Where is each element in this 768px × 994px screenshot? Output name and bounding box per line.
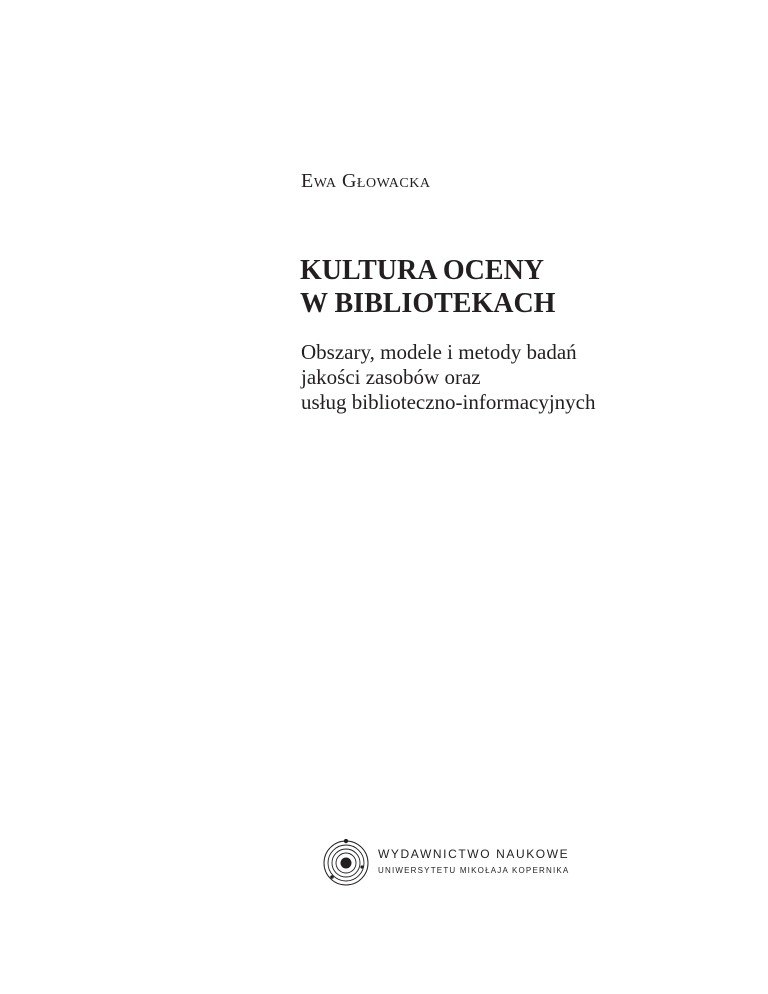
- book-title-line: KULTURA OCENY: [300, 255, 545, 286]
- book-subtitle-line: usług biblioteczno-informacyjnych: [301, 390, 596, 414]
- publisher-subname: UNIWERSYTETU MIKOŁAJA KOPERNIKA: [378, 866, 570, 875]
- author-name: Ewa Głowacka: [301, 170, 431, 192]
- concentric-orbits-icon: [322, 839, 370, 887]
- book-title-line: W BIBLIOTEKACH: [300, 288, 556, 319]
- book-subtitle-line: Obszary, modele i metody badań: [301, 340, 577, 364]
- publisher-name: WYDAWNICTWO NAUKOWE: [378, 847, 570, 861]
- book-subtitle-line: jakości zasobów oraz: [301, 365, 481, 389]
- book-subtitle: [301, 340, 596, 415]
- publisher-block: [322, 839, 582, 887]
- book-title: [300, 254, 555, 320]
